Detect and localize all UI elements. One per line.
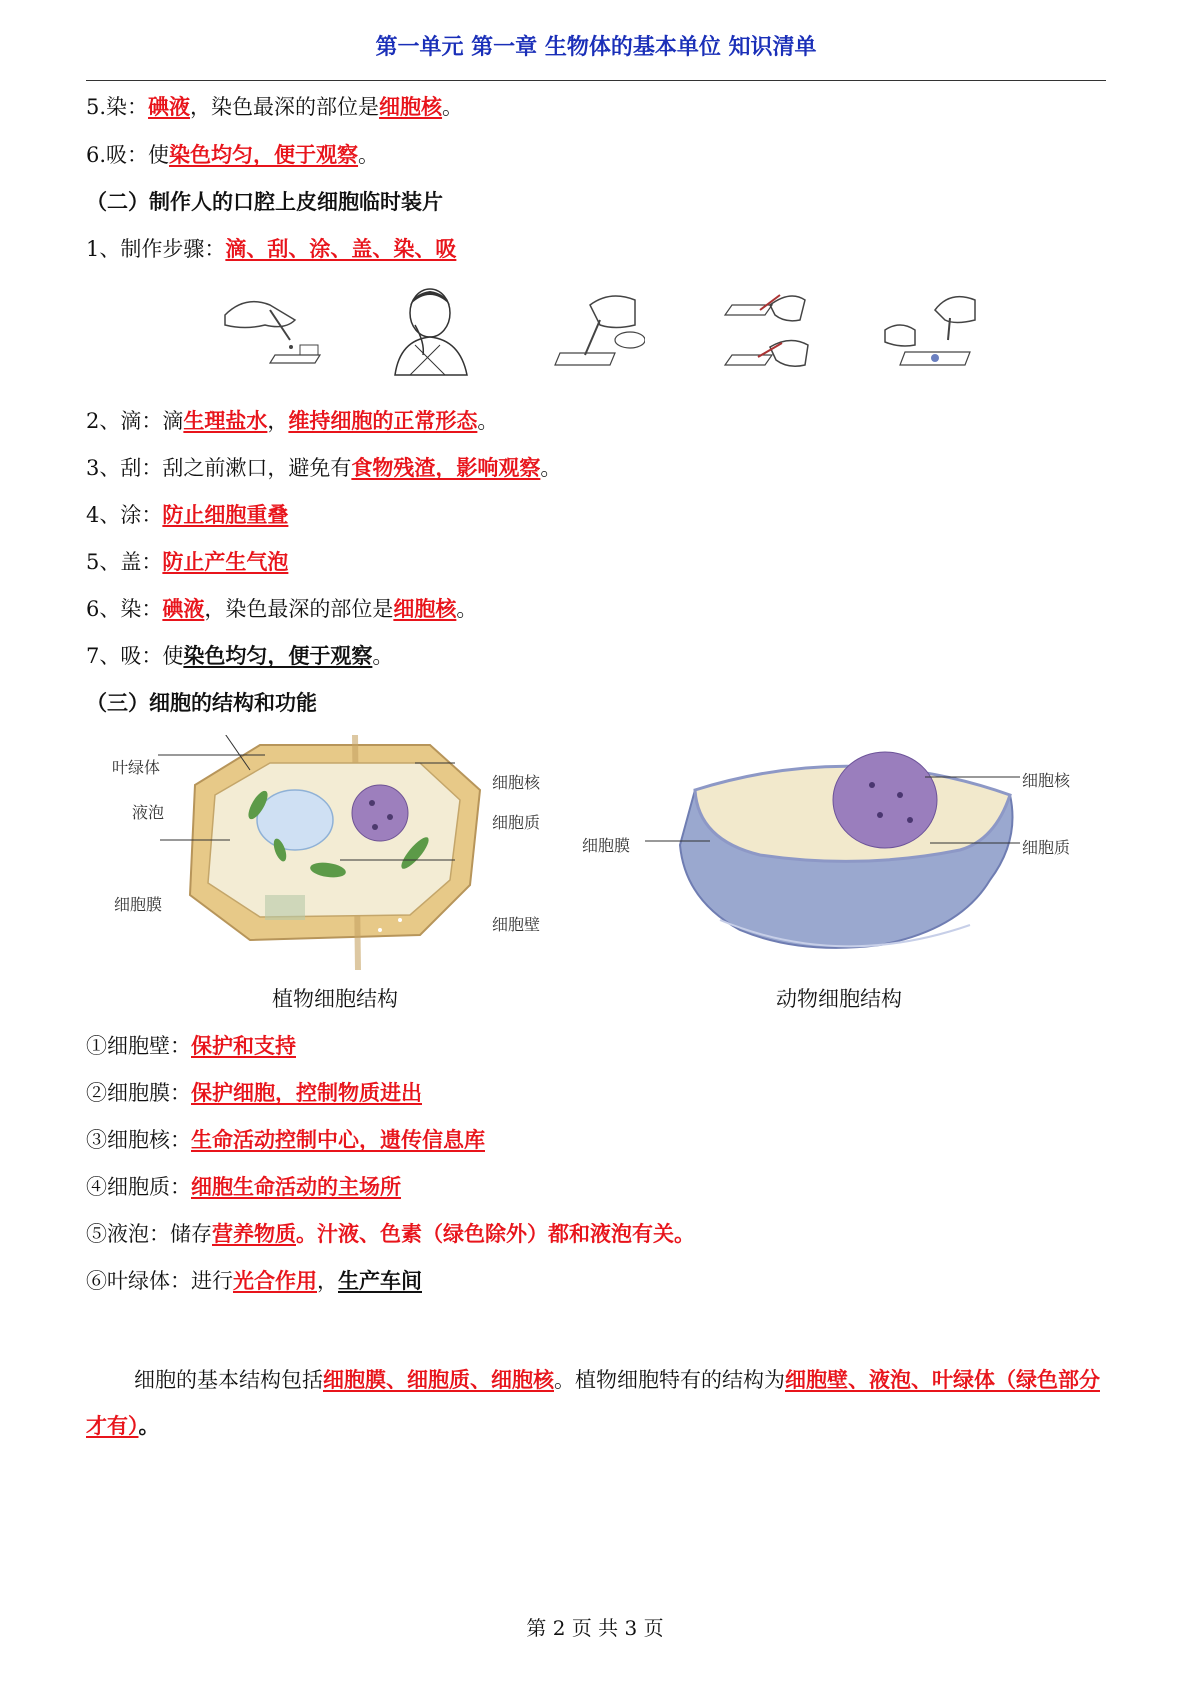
summary-text: 。植物细胞特有的结构为	[554, 1368, 785, 1392]
answer: 保护和支持	[191, 1033, 296, 1058]
line-prefix: 5.染：	[86, 95, 149, 119]
answer: 。汁液、色素（绿色除外）都和液泡有关。	[296, 1221, 695, 1246]
answer: 碘液	[162, 596, 205, 621]
answer: 染色均匀，便于观察	[183, 643, 373, 668]
line-prefix: ⑤液泡：储存	[86, 1222, 212, 1246]
line-end: 。	[442, 95, 464, 119]
step-stain-illustration	[880, 290, 980, 380]
answer: 细胞壁、液泡、叶绿体（绿色部分才有）	[86, 1367, 1100, 1438]
answer: 生理盐水	[183, 408, 268, 433]
line-absorb-1	[86, 140, 379, 170]
animal-cell-caption: 动物细胞结构	[776, 987, 902, 1011]
line-stain-1	[86, 92, 463, 122]
plant-label-cytoplasm: 细胞质	[492, 813, 541, 832]
animal-label-membrane: 细胞膜	[582, 836, 631, 855]
function-cytoplasm	[86, 1172, 401, 1202]
step-smear-illustration	[550, 285, 645, 375]
line-drip	[86, 406, 498, 436]
answer: 光合作用	[233, 1268, 317, 1293]
answer: 维持细胞的正常形态	[288, 408, 478, 433]
animal-cell-diagram	[580, 750, 1080, 970]
line-prefix: ④细胞质：	[86, 1175, 191, 1199]
line-mid: ，染色最深的部位是	[190, 95, 380, 119]
section-title-2: （二）制作人的口腔上皮细胞临时装片	[86, 190, 443, 214]
answer: 细胞核	[379, 94, 443, 119]
line-stain-2	[86, 594, 477, 624]
line-prefix: 3、刮：刮之前漱口，避免有	[86, 456, 352, 480]
line-mid: ，染色最深的部位是	[204, 597, 394, 621]
summary-paragraph	[86, 1357, 1110, 1449]
line-scrape	[86, 453, 561, 483]
animal-label-nucleus: 细胞核	[1022, 771, 1071, 790]
line-prefix: 6.吸：使	[86, 143, 170, 167]
line-end: 。	[372, 644, 394, 668]
line-cover	[86, 547, 288, 577]
line-prefix: ①细胞壁：	[86, 1034, 191, 1058]
line-end: 。	[477, 409, 499, 433]
answer: 食物残渣，影响观察	[351, 455, 541, 480]
function-nucleus	[86, 1125, 485, 1155]
function-wall	[86, 1031, 296, 1061]
function-membrane	[86, 1078, 422, 1108]
answer: 营养物质	[212, 1221, 296, 1246]
answer: 滴、刮、涂、盖、染、吸	[225, 236, 457, 261]
line-prefix: 4、涂：	[86, 503, 163, 527]
line-mid: ，	[267, 409, 289, 433]
plant-label-chloroplast: 叶绿体	[112, 758, 161, 777]
line-absorb-2	[86, 641, 393, 671]
answer: 染色均匀，便于观察	[169, 142, 359, 167]
animal-label-cytoplasm: 细胞质	[1022, 838, 1071, 857]
summary-end: 。	[138, 1413, 160, 1438]
line-end: 。	[456, 597, 478, 621]
function-vacuole	[86, 1219, 695, 1249]
page-header-title: 第一单元 第一章 生物体的基本单位 知识清单	[375, 35, 817, 60]
plant-label-membrane: 细胞膜	[114, 895, 163, 914]
line-end: 。	[540, 456, 562, 480]
line-end: 。	[358, 143, 380, 167]
line-prefix: 1、制作步骤：	[86, 237, 226, 261]
line-prefix: 7、吸：使	[86, 644, 184, 668]
answer: 防止细胞重叠	[162, 502, 289, 527]
line-prefix: 2、滴：滴	[86, 409, 184, 433]
step-cover-illustration	[720, 285, 815, 377]
answer: 细胞膜、细胞质、细胞核	[323, 1367, 554, 1392]
line-smear	[86, 500, 288, 530]
answer: 细胞核	[393, 596, 457, 621]
answer: 保护细胞，控制物质进出	[191, 1080, 422, 1105]
answer: 碘液	[148, 94, 191, 119]
page-footer: 第 2 页 共 3 页	[526, 1616, 664, 1640]
line-prefix: 6、染：	[86, 597, 163, 621]
header-rule	[86, 80, 1106, 81]
step-rinse-illustration	[385, 285, 475, 377]
line-mid: ，	[317, 1269, 338, 1293]
step-drip-illustration	[215, 285, 325, 375]
line-prefix: ⑥叶绿体：进行	[86, 1269, 233, 1293]
function-chloroplast	[86, 1266, 422, 1296]
plant-cell-caption: 植物细胞结构	[272, 987, 398, 1011]
answer: 生产车间	[338, 1268, 422, 1293]
section-title-3: （三）细胞的结构和功能	[86, 691, 317, 715]
answer: 防止产生气泡	[162, 549, 289, 574]
answer: 生命活动控制中心，遗传信息库	[191, 1127, 485, 1152]
plant-label-vacuole: 液泡	[132, 803, 165, 822]
summary-text: 细胞的基本结构包括	[134, 1368, 323, 1392]
plant-label-wall: 细胞壁	[492, 915, 541, 934]
line-prefix: ③细胞核：	[86, 1128, 191, 1152]
plant-label-nucleus: 细胞核	[492, 773, 541, 792]
answer: 细胞生命活动的主场所	[191, 1174, 401, 1199]
line-prefix: ②细胞膜：	[86, 1081, 191, 1105]
line-steps	[86, 234, 456, 264]
line-prefix: 5、盖：	[86, 550, 163, 574]
